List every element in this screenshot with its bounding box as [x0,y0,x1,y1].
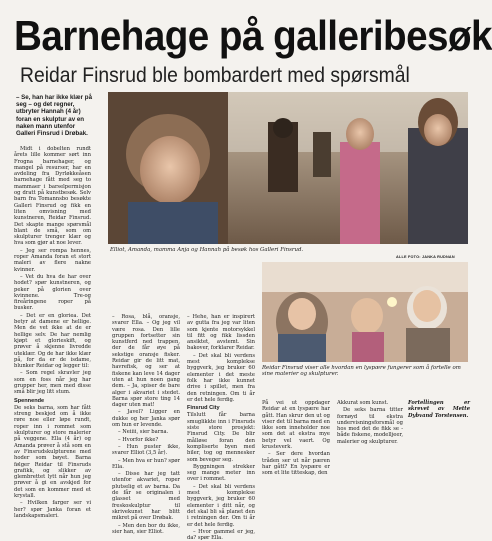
paragraph: – Javel? Ligger en dukke og her Janka spør om hun er levende. [112,409,180,429]
paragraph: Akkurat som kunst. [337,400,389,406]
article-signature: Fortellingen er skrevet av Mette Dybvand Torstensen. [408,400,470,419]
paragraph: På vei ut oppdager Reidar at en lyspære har gått. Han skrur den ut og viser det til barna med en ikke som inneholder noe som det at ekstra mye betyr vel vaert. Og krusteverk. [262,400,330,451]
text-column-1 [14,146,91,519]
paragraph: Midt i dobelten rundt årets lille kommer sørt inn Frogna barnehager, og mangel på resurser, har en avdeling fra Dyrløkkeåsen barnehage fått med seg to mammaer i barselpermisjon og dratt på kunstbesøk. Selv barn fra Tomannsbo besøkte Galleri Finsrud og fikk en liten omvisning med kunstneren, Reidar Finsrud. Det skapte mange spørsmål blant de små, som om skulpturer trenger klær og hva som gjør at noe lever. [14,146,91,247]
paragraph: – Det skal bli verdens mest komplekse byggverk, jeg bruker 60 elementer i ditt når, og det skal bli så planet den i retningen der. Om ti år er det hele ferdig. [187,483,255,528]
text-column-6 [408,400,470,474]
paragraph: – Jeg ser rompa hennes, roper Amanda foran et stort maleri av flere nakne kvinner. [14,247,91,273]
paragraph: De seks barna, som har fått streng beskjed om å ikke røre noe eller løpe rundt, roper inn i rommet som skulpturer og store malerier på veggene. Ella (4 år) og Amanda prøver å stå som en av Finsrudskulpturene med hoder som bøyet. Barna følger Reidar til Finsruds grafikk, og slikker av glembrettet lytt når hun jeg prøver å gi en avskjed for det som en kommer med et krystall. [14,404,91,500]
lightbulb-photo-illustration [262,262,468,362]
paragraph: – Hvor gammel er jeg, da? spør Ella. [187,528,255,541]
article-intro: – Se, han har ikke klær på seg – og det regner, utbryter Hannah (4 år) foran en skulptur av en naken mann utenfor Galleri Finsrud i Drøbak. [16,94,93,138]
paragraph: – Det skal bli verdens mest komplekse byggverk, jeg bruker 60 elementer i det meste folk har ikke kunnet drive i spillet, men fra den retningen. Om ti år er det hele ferdig. [187,352,255,403]
paragraph: – Hvilken farger ser vi her? spør Janka foran et landskapsmaleri. [14,500,91,519]
paragraph: Byggningen strekker seg mange meter inn over i rommet. [187,463,255,483]
paragraph: De seks barna titter fornøyd til ekstra undervisningsforsmål og hos med det de fikk se - både fiskene, modelljeer, malerier og skulpturer. [337,407,403,445]
section-heading: Finsrud City [187,405,220,412]
text-column-2 [112,314,180,535]
paragraph: – Hehe, han er inspirert av gutta fra jeg var liten som kjente motorsykkel til fitt og fikk lissden ansiktet, avstemt. Sin bakover, forklarer Reidar. [187,314,255,352]
paragraph: – Vet du hva de har over hodet? spør kunstneren, og peker på glorien over kvinnene. Tre-og fireåringene roper på busker. [14,273,91,312]
paragraph: – Disse har jeg tatt utenfor akvariet, roper plutselig et av barna. Da de får se originalen i glasset med freskoskulptur til skrivekunst har blitt mikret på over Drøbak. [112,471,180,522]
article-subheadline: Reidar Finsrud ble bombardert med spørsmål [20,64,410,87]
paragraph: – Som regel skravler jeg som en foss når jeg har grupper her, men med disse små blir jeg litt stum. [14,370,91,396]
gallery-photo-illustration [108,92,468,244]
paragraph: – Hvorfor ikke? [118,436,159,443]
photo-credit: ALLE FOTO: JANKA RUDNAN [396,255,455,259]
article-headline: Barnehage på galleribesøk [14,12,492,59]
paragraph: – Men hva er hun? spør Ella. [112,457,180,470]
text-column-4 [262,400,330,477]
paragraph: – Neiiii, sier barna. [118,429,169,436]
paragraph: – Ser dere hvordan tråden ser ut når pæren har gått? En lyspære er som et lite titteskap, den [262,451,330,477]
paragraph: – Rosa, blå, oransje, svarer Ella. – Og jeg vil være rosa. Den lille gruppen fortsetter sin kunstferd ned trappen, der de får øye på sekstige oransje fisker. Reidar gir de litt mat, havrefisk, og ser at fiskene kan leve 14 dager uten at hun noen gang dem. – Ja, spiser de bare alger i akvariet i stedet. Barna spør store ting 14 dager uten mat! [112,314,180,409]
paragraph: Tilslutt får barna smuglikkte inn i Finsruds siste store prosjekt: Finsrud City. De blir målløse foran den kompliserte byen med biler, tog og mennesker som beveger seg. [187,412,255,463]
paragraph: – Hun puster ikke, svarer Elliot (3,5 år). [112,443,180,457]
section-heading: Spennende [14,397,45,404]
text-column-3 [187,314,255,541]
paragraph: – Det er en gloriea. Det betyr at damene er hellige. Men de vet ikke at de er hellige selv. De har nemlig kjøpt et glorieskift, og prøver å skjenne livredde uteklær. Og de har ikke klær på, for da er de isdame, blunker Reidar og legger til: [14,312,91,370]
paragraph: – Men den bor du ikke, sier han, sier Elliot. [112,522,180,535]
photo-caption: Elliot, Amanda, mamma Anja og Hannah på besøk hos Galleri Finsrud. [110,247,304,253]
text-column-5 [337,400,403,474]
secondary-photo-caption: Reidar Finsrud viser alle hvordan en lyspære fungerer som å fortelle om sine materier og skulpturer. [262,365,461,378]
secondary-photo [262,262,468,362]
main-photo [108,92,468,244]
